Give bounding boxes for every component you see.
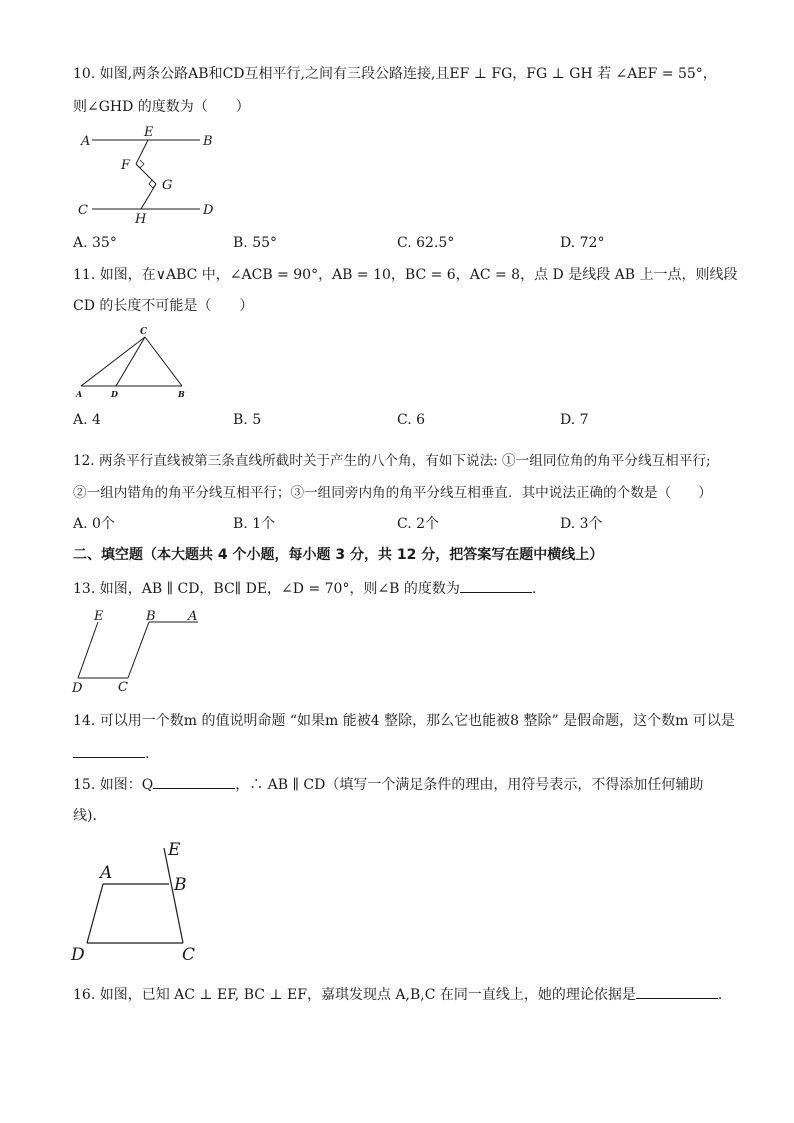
q11-option-d: D. 7 <box>560 412 589 428</box>
q15-text-b: ，∴ AB ∥ CD（填写一个满足条件的理由，用符号表示，不得添加任何辅助 <box>235 777 704 793</box>
q15-answer-blank[interactable] <box>153 774 235 789</box>
q10-stem-line2: 则∠GHD 的度数为（ ） <box>73 99 250 115</box>
q10-stem-line1: 10. 如图,两条公路AB和CD互相平行,之间有三段公路连接,且EF ⊥ FG，FG ⊥ GH 若 ∠AEF = 55°， <box>73 66 717 82</box>
q12-option-b: B. 1个 <box>233 516 276 532</box>
label-a: A <box>100 863 113 883</box>
q10-option-a: A. 35° <box>73 235 117 251</box>
label-c: C <box>182 945 196 965</box>
q15-figure <box>70 838 210 968</box>
label-f: F <box>121 158 131 173</box>
triangle-ac <box>81 337 145 386</box>
segment-cb <box>128 622 149 678</box>
q15-text-a: 15. 如图：Q <box>73 777 154 793</box>
section-heading-fill-in: 二、填空题（本大题共 4 个小题，每小题 3 分，共 12 分，把答案写在题中横线上） <box>73 547 604 563</box>
segment-gh <box>141 184 156 209</box>
q11-option-b: B. 5 <box>233 412 262 428</box>
label-b: B <box>178 389 185 399</box>
q16-stem <box>73 984 722 1005</box>
label-e: E <box>94 609 104 624</box>
label-c: C <box>78 203 88 218</box>
label-a: A <box>76 389 83 399</box>
label-h: H <box>135 212 147 227</box>
q12-option-c: C. 2个 <box>397 516 440 532</box>
label-c: C <box>140 327 148 337</box>
segment-ef <box>136 140 148 164</box>
q16-text: 16. 如图，已知 AC ⊥ EF, BC ⊥ EF，嘉琪发现点 A,B,C 在同一直线上，她的理论依据是 <box>73 987 636 1003</box>
label-d: D <box>71 945 85 965</box>
q13-text: 13. 如图，AB ∥ CD，BC∥ DE，∠D = 70°，则∠B 的度数为 <box>73 581 460 597</box>
q15-stem-line1 <box>73 774 703 795</box>
q11-option-a: A. 4 <box>73 412 101 428</box>
segment-cd <box>116 337 145 386</box>
label-a: A <box>188 609 198 624</box>
q12-option-d: D. 3个 <box>560 516 603 532</box>
label-e: E <box>168 840 181 860</box>
line-ec <box>164 848 183 943</box>
q16-period: . <box>717 987 723 1003</box>
q14-period: . <box>145 746 150 762</box>
label-b: B <box>146 609 156 624</box>
label-a: A <box>81 134 91 149</box>
label-b: B <box>203 134 213 149</box>
triangle-bc <box>145 337 182 386</box>
label-e: E <box>144 125 154 140</box>
q10-option-b: B. 55° <box>233 235 278 251</box>
q13-answer-blank[interactable] <box>460 578 532 593</box>
q11-stem-line2: CD 的长度不可能是（ ） <box>73 298 254 314</box>
q11-stem-line1: 11. 如图，在∨ABC 中，∠ACB = 90°，AB = 10，BC = 6，AC = 8，点 D 是线段 AB 上一点，则线段 <box>73 267 738 283</box>
q15-stem-line2: 线)． <box>73 808 107 824</box>
q11-figure <box>74 323 194 403</box>
q12-option-a: A. 0个 <box>73 516 115 532</box>
q12-stem-line2: ②一组内错角的角平分线互相平行；③一组同旁内角的角平分线互相垂直．其中说法正确的个数是（ ） <box>73 485 712 501</box>
label-d: D <box>111 389 118 399</box>
q14-answer-blank[interactable] <box>73 743 145 758</box>
q13-stem <box>73 578 536 599</box>
q14-stem-line2 <box>73 743 149 764</box>
q12-stem-line1: 12. 两条平行直线被第三条直线所截时关于产生的八个角，有如下说法: ①一组同位角的角平分线互相平行; <box>73 453 711 469</box>
label-c: C <box>118 680 128 695</box>
q16-answer-blank[interactable] <box>636 984 718 999</box>
label-d: D <box>203 203 214 218</box>
segment-ad <box>87 884 103 943</box>
q14-stem-line1: 14. 可以用一个数m 的值说明命题 “如果m 能被4 整除，那么它也能被8 整除” 是假命题，这个数m 可以是 <box>73 713 735 729</box>
q10-option-d: D. 72° <box>560 235 605 251</box>
segment-ed <box>78 622 98 678</box>
label-g: G <box>162 178 173 193</box>
q13-period: . <box>531 581 537 597</box>
label-d: D <box>72 681 83 696</box>
label-b: B <box>174 875 187 895</box>
q11-option-c: C. 6 <box>397 412 426 428</box>
q10-option-c: C. 62.5° <box>397 235 455 251</box>
q13-figure <box>70 607 210 697</box>
q10-figure <box>78 125 228 225</box>
